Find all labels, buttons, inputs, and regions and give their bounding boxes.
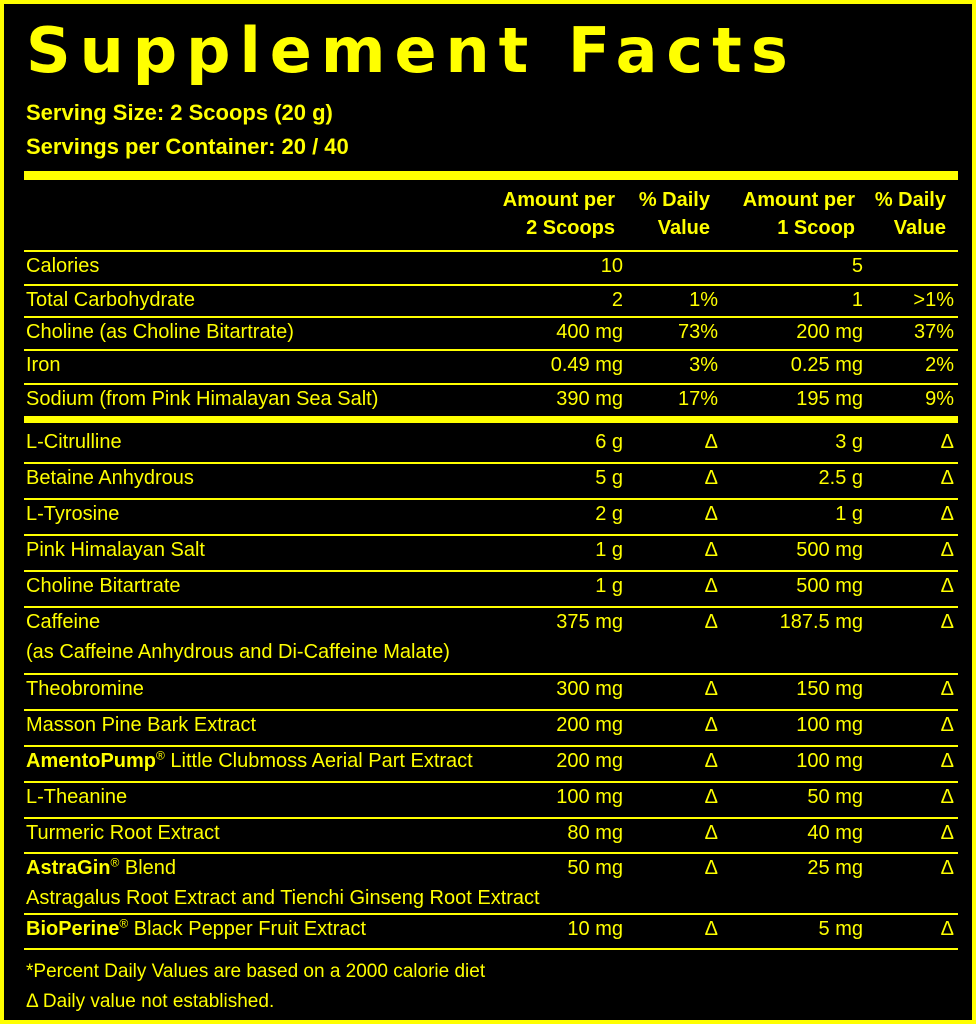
nutrient-label: Choline (as Choline Bitartrate) bbox=[26, 321, 294, 343]
nutrient-name bbox=[26, 384, 378, 414]
amount-2-scoops: 390 mg bbox=[556, 388, 623, 410]
amount-2-scoops: 1 g bbox=[595, 539, 623, 561]
row-divider bbox=[24, 349, 958, 351]
nutrient-sublabel: (as Caffeine Anhydrous and Di-Caffeine Malate) bbox=[26, 641, 450, 663]
amount-2-scoops: 6 g bbox=[595, 431, 623, 453]
amount-2-scoops: 400 mg bbox=[556, 321, 623, 343]
nutrient-label: Betaine Anhydrous bbox=[26, 467, 194, 489]
amount-2-scoops: 5 g bbox=[595, 467, 623, 489]
table-row bbox=[4, 710, 976, 746]
panel-title: Supplement Facts bbox=[26, 14, 797, 87]
nutrient-label: Iron bbox=[26, 354, 61, 376]
amount-2-scoops: 2 bbox=[611, 289, 623, 311]
row-divider bbox=[24, 817, 958, 819]
nutrient-name bbox=[26, 499, 119, 529]
daily-value-1: Δ bbox=[940, 822, 954, 844]
table-row bbox=[4, 535, 976, 571]
daily-value-1: Δ bbox=[940, 467, 954, 489]
daily-value-2: Δ bbox=[704, 750, 718, 772]
daily-value-1: Δ bbox=[940, 918, 954, 940]
nutrient-name bbox=[26, 251, 99, 281]
amount-1-scoop: 5 mg bbox=[818, 918, 863, 940]
nutrient-name bbox=[26, 818, 220, 848]
daily-value-1: Δ bbox=[940, 786, 954, 808]
daily-value-2: Δ bbox=[704, 918, 718, 940]
row-divider bbox=[24, 948, 958, 950]
amount-2-scoops: 0.49 mg bbox=[550, 354, 623, 376]
table-row bbox=[4, 746, 976, 782]
nutrient-name bbox=[26, 853, 176, 883]
servings-per-container: Servings per Container: 20 / 40 bbox=[26, 134, 349, 159]
row-divider bbox=[24, 534, 958, 536]
nutrient-label: Total Carbohydrate bbox=[26, 289, 195, 311]
table-row bbox=[4, 782, 976, 818]
amount-2-scoops: 200 mg bbox=[556, 750, 623, 772]
table-row bbox=[4, 384, 976, 417]
nutrient-label: Little Clubmoss Aerial Part Extract bbox=[164, 750, 473, 772]
daily-value-1: Δ bbox=[940, 611, 954, 633]
header-daily-value-2: % Daily Value bbox=[638, 189, 710, 239]
nutrient-label: Turmeric Root Extract bbox=[26, 822, 220, 844]
row-divider bbox=[24, 316, 958, 318]
table-row bbox=[4, 499, 976, 535]
header-amount-2-scoops: Amount per 2 Scoops bbox=[502, 189, 615, 239]
amount-1-scoop: 2.5 g bbox=[818, 467, 863, 489]
nutrient-name bbox=[26, 350, 60, 380]
amount-1-scoop: 50 mg bbox=[807, 786, 863, 808]
table-row bbox=[4, 251, 976, 285]
daily-value-2: 1% bbox=[689, 289, 718, 311]
table-row bbox=[4, 427, 976, 463]
row-divider bbox=[24, 709, 958, 711]
amount-2-scoops: 375 mg bbox=[556, 611, 623, 633]
daily-value-1: >1% bbox=[913, 289, 954, 311]
footnote-percent: *Percent Daily Values are based on a 2000 calorie diet bbox=[26, 961, 486, 982]
amount-2-scoops: 2 g bbox=[595, 503, 623, 525]
nutrient-label: Theobromine bbox=[26, 678, 144, 700]
nutrient-name bbox=[26, 914, 366, 944]
amount-1-scoop: 500 mg bbox=[796, 575, 863, 597]
table-row bbox=[4, 463, 976, 499]
amount-1-scoop: 40 mg bbox=[807, 822, 863, 844]
daily-value-1: Δ bbox=[940, 431, 954, 453]
nutrient-sublabel: Astragalus Root Extract and Tienchi Ginseng Root Extract bbox=[26, 887, 540, 909]
daily-value-2: Δ bbox=[704, 822, 718, 844]
amount-1-scoop: 500 mg bbox=[796, 539, 863, 561]
daily-value-2: 3% bbox=[689, 354, 718, 376]
row-divider bbox=[24, 852, 958, 854]
daily-value-1: 9% bbox=[925, 388, 954, 410]
daily-value-2: Δ bbox=[704, 611, 718, 633]
header-daily-value-1: % Daily Value bbox=[874, 189, 946, 239]
amount-1-scoop: 187.5 mg bbox=[779, 611, 863, 633]
nutrient-label: Black Pepper Fruit Extract bbox=[128, 918, 367, 940]
row-divider bbox=[24, 673, 958, 675]
daily-value-1: 37% bbox=[913, 321, 954, 343]
brand-name: AstraGin bbox=[26, 857, 111, 879]
table-row bbox=[4, 818, 976, 853]
nutrient-label: Choline Bitartrate bbox=[26, 575, 181, 597]
amount-1-scoop: 100 mg bbox=[796, 750, 863, 772]
registered-mark: ® bbox=[110, 855, 120, 870]
row-divider bbox=[24, 606, 958, 608]
daily-value-2: Δ bbox=[704, 467, 718, 489]
nutrient-label: Sodium (from Pink Himalayan Sea Salt) bbox=[26, 388, 379, 410]
nutrient-name bbox=[26, 463, 194, 493]
nutrient-label: Pink Himalayan Salt bbox=[26, 539, 205, 561]
row-divider bbox=[24, 250, 958, 252]
daily-value-2: Δ bbox=[704, 714, 718, 736]
nutrient-label: L-Theanine bbox=[26, 786, 128, 808]
table-row bbox=[4, 674, 976, 710]
amount-2-scoops: 1 g bbox=[595, 575, 623, 597]
daily-value-1: Δ bbox=[940, 857, 954, 879]
nutrient-name bbox=[26, 674, 144, 704]
amount-2-scoops: 300 mg bbox=[556, 678, 623, 700]
daily-value-2: Δ bbox=[704, 575, 718, 597]
row-divider bbox=[24, 570, 958, 572]
row-divider bbox=[24, 781, 958, 783]
daily-value-2: 17% bbox=[677, 388, 718, 410]
nutrient-name bbox=[26, 535, 205, 565]
amount-1-scoop: 100 mg bbox=[796, 714, 863, 736]
registered-mark: ® bbox=[119, 916, 129, 931]
daily-value-2: Δ bbox=[704, 503, 718, 525]
amount-1-scoop: 3 g bbox=[835, 431, 863, 453]
table-row bbox=[4, 571, 976, 607]
row-divider bbox=[24, 383, 958, 385]
nutrient-name bbox=[26, 571, 181, 601]
nutrient-label: Masson Pine Bark Extract bbox=[26, 714, 257, 736]
registered-mark: ® bbox=[156, 748, 165, 763]
daily-value-2: Δ bbox=[704, 678, 718, 700]
amount-1-scoop: 200 mg bbox=[796, 321, 863, 343]
amount-1-scoop: 1 g bbox=[835, 503, 863, 525]
thick-divider-middle bbox=[24, 416, 958, 423]
nutrient-name bbox=[26, 607, 100, 637]
amount-1-scoop: 1 bbox=[851, 289, 863, 311]
table-row bbox=[4, 853, 976, 914]
brand-name: AmentoPump bbox=[26, 750, 156, 772]
amount-1-scoop: 25 mg bbox=[807, 857, 863, 879]
amount-1-scoop: 5 bbox=[851, 255, 863, 277]
table-row bbox=[4, 285, 976, 317]
daily-value-2: 73% bbox=[677, 321, 718, 343]
thick-divider-top bbox=[24, 171, 958, 180]
nutrient-name bbox=[26, 317, 294, 347]
amount-2-scoops: 10 mg bbox=[567, 918, 623, 940]
daily-value-1: Δ bbox=[940, 750, 954, 772]
amount-1-scoop: 0.25 mg bbox=[790, 354, 863, 376]
nutrient-label: Blend bbox=[119, 857, 177, 879]
row-divider bbox=[24, 745, 958, 747]
daily-value-2: Δ bbox=[704, 786, 718, 808]
table-row bbox=[4, 914, 976, 949]
nutrient-name bbox=[26, 782, 127, 812]
nutrient-label: L-Citrulline bbox=[26, 431, 122, 453]
nutrient-label: L-Tyrosine bbox=[26, 503, 120, 525]
daily-value-1: Δ bbox=[940, 714, 954, 736]
nutrient-name bbox=[26, 746, 473, 776]
amount-2-scoops: 100 mg bbox=[556, 786, 623, 808]
daily-value-1: Δ bbox=[940, 678, 954, 700]
table-row bbox=[4, 607, 976, 674]
serving-size: Serving Size: 2 Scoops (20 g) bbox=[26, 100, 333, 125]
brand-name: BioPerine bbox=[26, 918, 120, 940]
nutrient-name bbox=[26, 710, 256, 740]
amount-1-scoop: 195 mg bbox=[796, 388, 863, 410]
amount-2-scoops: 50 mg bbox=[567, 857, 623, 879]
amount-2-scoops: 200 mg bbox=[556, 714, 623, 736]
daily-value-1: Δ bbox=[940, 503, 954, 525]
nutrient-name bbox=[26, 285, 195, 315]
amount-1-scoop: 150 mg bbox=[796, 678, 863, 700]
daily-value-1: Δ bbox=[940, 575, 954, 597]
daily-value-1: 2% bbox=[925, 354, 954, 376]
table-row bbox=[4, 317, 976, 350]
amount-2-scoops: 10 bbox=[600, 255, 623, 277]
table-row bbox=[4, 350, 976, 384]
amount-2-scoops: 80 mg bbox=[567, 822, 623, 844]
row-divider bbox=[24, 284, 958, 286]
row-divider bbox=[24, 913, 958, 915]
nutrient-label: Caffeine bbox=[26, 611, 101, 633]
row-divider bbox=[24, 462, 958, 464]
row-divider bbox=[24, 498, 958, 500]
header-amount-1-scoop: Amount per 1 Scoop bbox=[742, 189, 855, 239]
nutrient-label: Calories bbox=[26, 255, 100, 277]
daily-value-2: Δ bbox=[704, 857, 718, 879]
nutrient-name bbox=[26, 427, 122, 457]
footnote-delta: Δ Daily value not established. bbox=[26, 991, 275, 1012]
daily-value-2: Δ bbox=[704, 431, 718, 453]
daily-value-1: Δ bbox=[940, 539, 954, 561]
daily-value-2: Δ bbox=[704, 539, 718, 561]
